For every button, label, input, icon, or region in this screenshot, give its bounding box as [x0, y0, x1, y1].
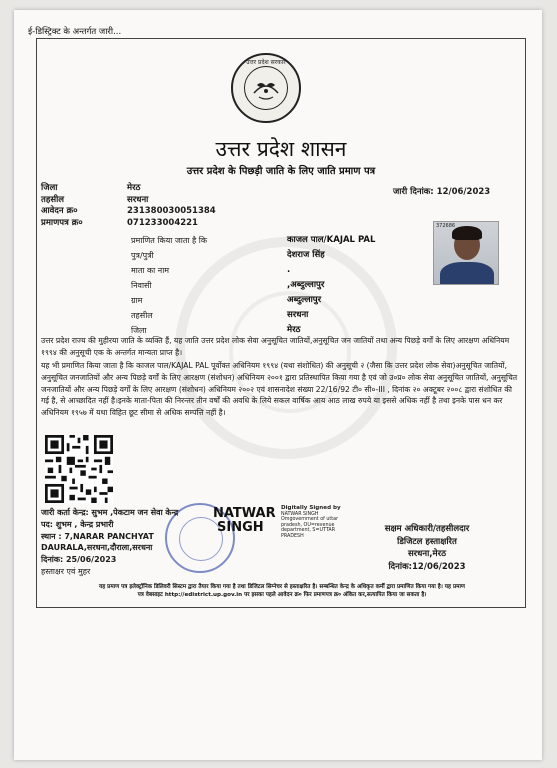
competent-authority-block — [347, 523, 507, 573]
certificate-number: 071233004221 — [127, 217, 198, 228]
issue-date: जारी दिनांक: 12/06/2023 — [393, 187, 491, 197]
emblem-text: उत्तर प्रदेश सरकार — [246, 59, 286, 66]
footer-note — [45, 583, 519, 599]
field-value-resident: ,अब्दुल्लापुर — [287, 280, 325, 290]
authority-title: सक्षम अधिकारी/तहसीलदार — [384, 524, 470, 534]
tehsil-label: तहसील — [41, 194, 65, 205]
authority-digital-signed: डिजिटल हस्ताक्षरित — [397, 536, 457, 547]
signer-name-bottom: SINGH — [217, 520, 264, 535]
field-labels — [131, 233, 207, 338]
application-number: 231380030051384 — [127, 206, 216, 216]
certificate-page — [14, 10, 542, 760]
field-value-father: देशराज सिंह — [287, 250, 325, 260]
digital-signature-details: Digitally Signed by NATWAR SINGH Omgovernment of uttar pradesh, OU=revenue department, S=UTTAR PRADESH — [281, 505, 341, 539]
field-label-mother: माता का नाम — [131, 266, 170, 275]
signer-name-top: NATWAR — [213, 506, 276, 521]
field-label-resident: निवासी — [131, 281, 152, 290]
caste-paragraph: उत्तर प्रदेश राज्य की मुहीरया जाति के व्यक्ति हैं, यह जाति उत्तर प्रदेश लोक सेवा अनुसूचित जातियों,अनुसूचित जन जातियों तथा अन्य पिछड़े वर्गों के लिए आरक्षण अधिनियम १९९४ की अनुसूची एक के अन्तर्गत मान्यता प्राप्त है। — [41, 336, 510, 357]
district-label: जिला — [41, 183, 58, 193]
e-district-note: ई-डिस्ट्रिक्ट के अन्तर्गत जारी... — [28, 27, 122, 37]
application-number-label: आवेदन क्र० — [41, 206, 78, 216]
field-values — [287, 233, 375, 338]
issuer-post: पद: शुभम , केन्द्र प्रभारी — [41, 519, 114, 529]
authority-date: दिनांक:12/06/2023 — [388, 561, 466, 572]
footer-line-1: यह प्रमाण पत्र इलेक्ट्रॉनिक डिलिवरी सिस्टम द्वारा तैयार किया गया है तथा डिजिटल सिग्नेचर से हस्ताक्षरित है। सम्बन्धित केन्द्र के अधिकृत कर्मी द्वारा प्रमाणित किया गया है। यह प्रमाण — [99, 584, 465, 590]
field-value-village: अब्दुल्लापुर — [287, 295, 322, 305]
field-value-mother: . — [287, 265, 291, 275]
issuer-place-1: स्थान : 7,NARAR PANCHYAT — [41, 531, 154, 541]
photo-ref: 372686 — [436, 223, 456, 229]
field-label-child-of: पुत्र/पुत्री — [131, 251, 154, 260]
qr-code-icon — [45, 435, 113, 503]
certification-paragraph: यह भी प्रमाणित किया जाता है कि काजल पाल/KAJAL PAL पूर्वोक्त अधिनियम १९९४ (यथा संशोधित) की अनुसूची २ (जैसा कि उत्तर प्रदेश लोक सेवा)अनुसूचित जातियों, अनुसूचित जनजातियों और अन्य पिछड़े वर्गों के लिए आरक्षण (संशोधन) अधिनियम २००१ द्वारा प्रतिस्थापित किया गया है एवं जो उ०प्र० लोक सेवा अनुसूचित जातियों, अनुसूचित जनजातियों और अन्य पिछड़े वर्गों के लिए आरक्षण (संशोधन) अधिनियम २००२ एवं शासनादेश संख्या 22/16/92 टी० सी०-III , दिनांक २० अक्टूबर २००८ द्वारा संशोधित की गई है, से आच्छादित नहीं है।इनके माता-पिता की निरन्तर तीन वर्षों की अवधि के लिये सकल वार्षिक आय आठ लाख रुपये या इससे अधिक नहीं है तथा इनके पास धन कर अधिनियम १९५७ में यथा विहित छूट सीमा से अधिक सम्पत्ति नहीं है। — [41, 361, 518, 418]
field-value-tehsil: सरधना — [287, 310, 309, 320]
tehsil-value: सरधना — [127, 194, 149, 205]
certificate-title: उत्तर प्रदेश शासन — [215, 137, 347, 161]
certificate-subtitle: उत्तर प्रदेश के पिछड़ी जाति के लिए जाति प्रमाण पत्र — [186, 166, 376, 177]
certificate-frame — [36, 38, 526, 608]
up-government-emblem-icon — [231, 53, 301, 123]
issuer-block — [41, 507, 178, 578]
meta-values — [127, 183, 216, 229]
field-value-district: मेरठ — [287, 325, 301, 335]
footer-line-2: पत्र वेबसाइट http://edistrict.up.gov.in पर इसका पहले आवेदन क्र० फिर प्रमाणपत्र क्र० अंकित कर,सत्यापित किया जा सकता है। — [137, 592, 427, 598]
district-value: मेरठ — [127, 183, 141, 193]
field-label-tehsil: तहसील — [131, 311, 153, 320]
applicant-photo — [433, 221, 499, 285]
authority-place: सरधना,मेरठ — [407, 549, 447, 559]
issuer-place-2: DAURALA,सरधना,दौराला,सरधना — [41, 543, 153, 553]
meta-labels — [41, 183, 83, 229]
digital-signature — [213, 506, 276, 535]
field-value-name: काजल पाल/KAJAL PAL — [287, 235, 376, 245]
issuer-center: जारी कर्ता केन्द्र: सुभम ,पेकटाम जन सेवा केन्द्र — [41, 508, 179, 517]
issuer-date: दिनांक: 25/06/2023 — [41, 555, 117, 565]
issuer-sign-seal: हस्ताक्षर एवं मुहर — [41, 566, 91, 576]
field-label-certified: प्रमाणित किया जाता है कि — [131, 236, 208, 245]
field-label-village: ग्राम — [131, 296, 143, 305]
emblem-fish-bow-icon — [245, 67, 287, 109]
certificate-number-label: प्रमाणपत्र क्र० — [41, 217, 83, 228]
field-label-district: जिला — [131, 326, 147, 335]
